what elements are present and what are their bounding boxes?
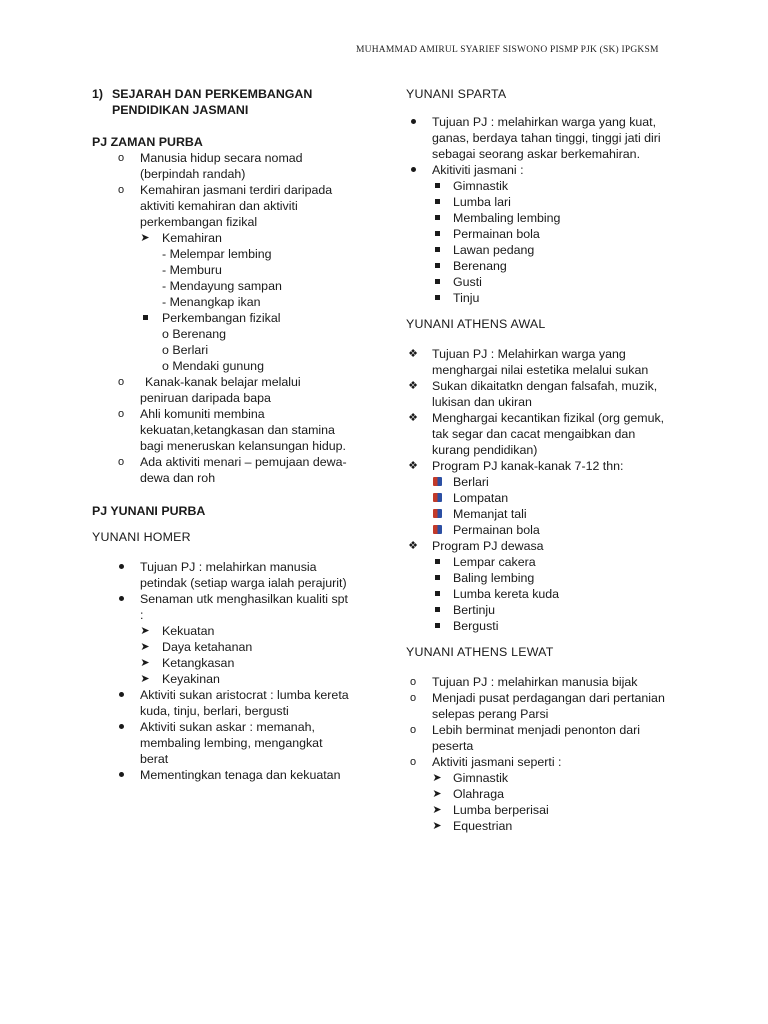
dot-bullet-icon: [114, 591, 128, 607]
item-text: membaling lembing, mengangkat: [140, 736, 323, 750]
item-text: Senaman utk menghasilkan kualiti spt: [140, 592, 349, 606]
list-item: [138, 671, 382, 687]
section-title-zaman-purba: PJ ZAMAN PURBA: [92, 135, 203, 149]
list-item: [430, 258, 696, 274]
diamond-bullet-icon: ❖: [408, 540, 418, 552]
square-bullet-icon: [430, 210, 444, 226]
item-text: Lebih berminat menjadi penonton dari: [432, 723, 641, 737]
item-text: Menjadi pusat perdagangan dari pertanian: [432, 691, 665, 705]
item-text: Program PJ kanak-kanak 7-12 thn:: [432, 459, 624, 473]
item-text: Membaling lembing: [453, 211, 561, 225]
list-item: [406, 410, 696, 458]
item-text: (berpindah randah): [140, 167, 246, 181]
item-text: Ada aktiviti menari – pemujaan dewa-: [140, 455, 347, 469]
item-text: Kemahiran jasmani terdiri daripada: [140, 183, 333, 197]
list-item: [406, 674, 696, 690]
circle-bullet-icon: o: [117, 184, 125, 196]
item-text: Akitiviti jasmani :: [432, 163, 524, 177]
list-item: [406, 114, 696, 162]
subsection-title-athens-awal: YUNANI ATHENS AWAL: [406, 317, 546, 331]
page-header: MUHAMMAD AMIRUL SYARIEF SISWONO PISMP PJK (SK) IPGKSM: [356, 45, 659, 55]
list-item: [430, 226, 696, 242]
item-text: Perkembangan fizikal: [162, 311, 281, 325]
flag-bullet-icon: [430, 490, 444, 506]
item-text: Keyakinan: [162, 672, 220, 686]
arrow-bullet-icon: ➤: [140, 657, 150, 669]
list-item: [114, 374, 382, 406]
subsection-title-athens-lewat: YUNANI ATHENS LEWAT: [406, 645, 554, 659]
dot-bullet-icon: [406, 162, 420, 178]
item-text: perkembangan fizikal: [140, 215, 258, 229]
heading-line: PENDIDIKAN JASMANI: [112, 103, 249, 117]
arrow-bullet-icon: ➤: [140, 641, 150, 653]
circle-bullet-icon: o: [117, 376, 125, 388]
list-item: [406, 722, 696, 754]
item-text: Lawan pedang: [453, 243, 535, 257]
item-text: Permainan bola: [453, 523, 540, 537]
item-text: Berlari: [453, 475, 489, 489]
item-text: Baling lembing: [453, 571, 535, 585]
list-item: [138, 623, 382, 639]
list-item: [406, 378, 696, 410]
item-text: Tujuan PJ : melahirkan warga yang kuat,: [432, 115, 657, 129]
athens-dewasa-list: [430, 554, 696, 634]
square-bullet-icon: [430, 618, 444, 634]
zaman-purba-list: [114, 150, 382, 230]
list-item: [430, 210, 696, 226]
square-bullet-icon: [430, 274, 444, 290]
list-item: [430, 554, 696, 570]
left-column: [92, 86, 382, 783]
item-text: berat: [140, 752, 169, 766]
item-text: Kemahiran: [162, 231, 222, 245]
main-heading: [92, 86, 382, 118]
circle-bullet-icon: o: [409, 724, 417, 736]
heading-number: 1): [92, 87, 104, 101]
item-text: :: [140, 608, 144, 622]
circle-bullet-icon: o: [409, 756, 417, 768]
item-text: menghargai nilai estetika melalui sukan: [432, 363, 649, 377]
item-text: Equestrian: [453, 819, 513, 833]
list-item: [138, 655, 382, 671]
item-text: Lumba lari: [453, 195, 511, 209]
list-item: [430, 194, 696, 210]
item-text: Tujuan PJ : melahirkan manusia: [140, 560, 317, 574]
item-text: Ketangkasan: [162, 656, 235, 670]
list-item: [406, 346, 696, 378]
flag-bullet-icon: [430, 506, 444, 522]
zaman-purba-list-2: [114, 374, 382, 486]
sparta-list: [406, 114, 696, 178]
item-text: aktiviti kemahiran dan aktiviti: [140, 199, 298, 213]
homer-list: [114, 559, 382, 623]
list-item: [114, 150, 382, 182]
list-item: [430, 786, 696, 802]
diamond-bullet-icon: ❖: [408, 460, 418, 472]
item-text: Olahraga: [453, 787, 504, 801]
item-text: Lempar cakera: [453, 555, 536, 569]
circle-bullet-icon: o: [117, 456, 125, 468]
list-item: [114, 182, 382, 230]
item-text: Bergusti: [453, 619, 499, 633]
list-item: [138, 639, 382, 655]
arrow-bullet-icon: ➤: [140, 673, 150, 685]
list-item: [430, 242, 696, 258]
list-item: [430, 506, 696, 522]
right-column: [406, 86, 696, 834]
item-text: Bertinju: [453, 603, 496, 617]
dot-bullet-icon: [114, 767, 128, 783]
item-text: selepas perang Parsi: [432, 707, 549, 721]
item-text: peserta: [432, 739, 474, 753]
item-text: Program PJ dewasa: [432, 539, 544, 553]
item-text: dewa dan roh: [140, 471, 216, 485]
square-bullet-icon: [430, 258, 444, 274]
arrow-bullet-icon: ➤: [432, 820, 442, 832]
item-text: Gimnastik: [453, 771, 509, 785]
square-bullet-icon: [430, 290, 444, 306]
sub-item: - Mendayung sampan: [162, 279, 282, 293]
item-text: peniruan daripada bapa: [140, 391, 271, 405]
square-bullet-icon: [430, 602, 444, 618]
list-item: [430, 618, 696, 634]
arrow-bullet-icon: ➤: [432, 804, 442, 816]
flag-bullet-icon: [430, 474, 444, 490]
list-item: [114, 454, 382, 486]
list-item: [430, 274, 696, 290]
item-text: Aktiviti sukan askar : memanah,: [140, 720, 315, 734]
list-item: [114, 406, 382, 454]
list-item: [114, 719, 382, 767]
item-text: Aktiviti sukan aristocrat : lumba kereta: [140, 688, 349, 702]
item-text: Sukan dikaitatkn dengan falsafah, muzik,: [432, 379, 658, 393]
dot-bullet-icon: [114, 687, 128, 703]
athens-kanak-list: [430, 474, 696, 538]
sub-item: o Berenang: [162, 327, 227, 341]
circle-bullet-icon: o: [117, 152, 125, 164]
list-item: [406, 458, 696, 474]
sub-item: o Berlari: [162, 343, 209, 357]
list-item: [406, 162, 696, 178]
list-item: [406, 754, 696, 770]
heading-line: SEJARAH DAN PERKEMBANGAN: [112, 87, 313, 101]
square-bullet-icon: [430, 178, 444, 194]
sub-item: - Memburu: [162, 263, 222, 277]
item-text: Tinju: [453, 291, 480, 305]
list-item: [406, 538, 696, 554]
list-item: [430, 178, 696, 194]
list-item: [430, 770, 696, 786]
sub-item: o Mendaki gunung: [162, 359, 264, 373]
athens-dewasa-header: [406, 538, 696, 554]
item-text: ganas, berdaya tahan tinggi, tinggi jati diri: [432, 131, 661, 145]
circle-bullet-icon: o: [409, 676, 417, 688]
square-bullet-icon: [430, 570, 444, 586]
list-item: [430, 818, 696, 834]
square-bullet-icon: [430, 554, 444, 570]
sparta-aktiviti-list: [430, 178, 696, 306]
athens-lewat-aktiviti-list: [430, 770, 696, 834]
diamond-bullet-icon: ❖: [408, 412, 418, 424]
list-item: [114, 687, 382, 719]
list-item: [430, 602, 696, 618]
diamond-bullet-icon: ❖: [408, 380, 418, 392]
list-item: [430, 570, 696, 586]
item-text: kekuatan,ketangkasan dan stamina: [140, 423, 335, 437]
item-text: Tujuan PJ : melahirkan manusia bijak: [432, 675, 638, 689]
item-text: Permainan bola: [453, 227, 540, 241]
list-item: [430, 490, 696, 506]
item-text: kuda, tinju, berlari, bergusti: [140, 704, 289, 718]
list-item: [114, 767, 382, 783]
item-text: kurang pendidikan): [432, 443, 538, 457]
list-item: [430, 290, 696, 306]
square-bullet-icon: [430, 194, 444, 210]
list-item: [138, 310, 382, 374]
square-bullet-icon: [430, 226, 444, 242]
item-text: Ahli komuniti membina: [140, 407, 265, 421]
item-text: lukisan dan ukiran: [432, 395, 532, 409]
item-text: Menghargai kecantikan fizikal (org gemuk,: [432, 411, 665, 425]
list-item: [430, 474, 696, 490]
list-item: [114, 559, 382, 591]
subsection-title-sparta: YUNANI SPARTA: [406, 87, 507, 101]
kemahiran-list: [138, 230, 382, 374]
list-item: [114, 591, 382, 623]
square-bullet-icon: [430, 242, 444, 258]
dot-bullet-icon: [114, 719, 128, 735]
item-text: Manusia hidup secara nomad: [140, 151, 303, 165]
item-text: Gusti: [453, 275, 482, 289]
diamond-bullet-icon: ❖: [408, 348, 418, 360]
item-text: Daya ketahanan: [162, 640, 253, 654]
item-text: petindak (setiap warga ialah perajurit): [140, 576, 347, 590]
arrow-bullet-icon: ➤: [140, 232, 150, 244]
item-text: Kekuatan: [162, 624, 215, 638]
sub-item: - Melempar lembing: [162, 247, 272, 261]
item-text: Mementingkan tenaga dan kekuatan: [140, 768, 341, 782]
homer-kualiti-list: [138, 623, 382, 687]
square-bullet-icon: [430, 586, 444, 602]
list-item: [138, 230, 382, 310]
sub-item: - Menangkap ikan: [162, 295, 261, 309]
subsection-title-homer: YUNANI HOMER: [92, 530, 191, 544]
list-item: [430, 522, 696, 538]
item-text: Berenang: [453, 259, 507, 273]
arrow-bullet-icon: ➤: [432, 788, 442, 800]
item-text: Kanak-kanak belajar melalui: [145, 375, 301, 389]
athens-awal-list: [406, 346, 696, 474]
square-bullet-icon: [138, 310, 152, 326]
item-text: Lompatan: [453, 491, 509, 505]
item-text: Gimnastik: [453, 179, 509, 193]
item-text: bagi meneruskan kelansungan hidup.: [140, 439, 346, 453]
item-text: Memanjat tali: [453, 507, 527, 521]
athens-lewat-list: [406, 674, 696, 770]
circle-bullet-icon: o: [117, 408, 125, 420]
dot-bullet-icon: [114, 559, 128, 575]
item-text: sebagai seorang askar berkemahiran.: [432, 147, 641, 161]
flag-bullet-icon: [430, 522, 444, 538]
list-item: [430, 802, 696, 818]
item-text: Lumba berperisai: [453, 803, 549, 817]
arrow-bullet-icon: ➤: [432, 772, 442, 784]
list-item: [430, 586, 696, 602]
item-text: Aktiviti jasmani seperti :: [432, 755, 562, 769]
dot-bullet-icon: [406, 114, 420, 130]
item-text: tak segar dan cacat mengaibkan dan: [432, 427, 636, 441]
arrow-bullet-icon: ➤: [140, 625, 150, 637]
item-text: Tujuan PJ : Melahirkan warga yang: [432, 347, 626, 361]
list-item: [406, 690, 696, 722]
item-text: Lumba kereta kuda: [453, 587, 560, 601]
homer-list-2: [114, 687, 382, 783]
section-title-yunani-purba: PJ YUNANI PURBA: [92, 504, 206, 518]
circle-bullet-icon: o: [409, 692, 417, 704]
